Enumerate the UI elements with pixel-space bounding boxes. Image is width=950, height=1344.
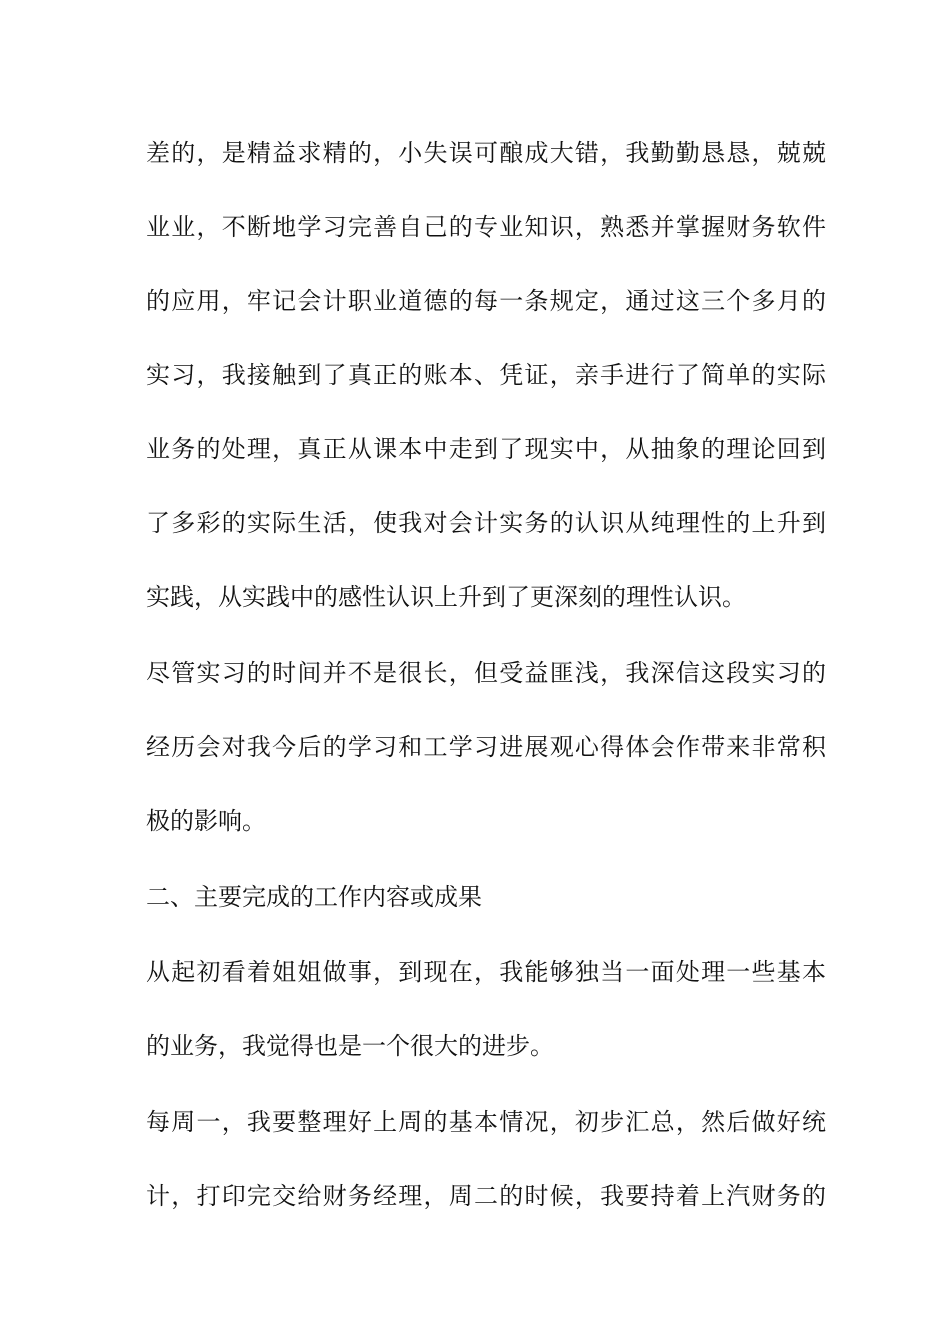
text-line-6: 了多彩的实际生活，使我对会计实务的认识从纯理性的上升到 xyxy=(146,509,826,537)
text-line-8: 尽管实习的时间并不是很长，但受益匪浅，我深信这段实习的 xyxy=(146,659,826,687)
section-heading: 二、主要完成的工作内容或成果 xyxy=(146,883,482,911)
text-line-7: 实践，从实践中的感性认识上升到了更深刻的理性认识。 xyxy=(146,583,746,611)
text-line-4: 实习，我接触到了真正的账本、凭证，亲手进行了简单的实际 xyxy=(146,361,826,389)
text-line-5: 业务的处理，真正从课本中走到了现实中，从抽象的理论回到 xyxy=(146,435,826,463)
text-line-15: 计，打印完交给财务经理，周二的时候，我要持着上汽财务的 xyxy=(146,1182,826,1210)
text-line-10: 极的影响。 xyxy=(146,807,266,835)
text-line-1: 差的，是精益求精的，小失误可酿成大错，我勤勤恳恳，兢兢 xyxy=(146,139,826,167)
text-line-9: 经历会对我今后的学习和工学习进展观心得体会作带来非常积 xyxy=(146,733,826,761)
text-line-12: 从起初看着姐姐做事，到现在，我能够独当一面处理一些基本 xyxy=(146,958,826,986)
text-line-2: 业业，不断地学习完善自己的专业知识，熟悉并掌握财务软件 xyxy=(146,213,826,241)
text-line-13: 的业务，我觉得也是一个很大的进步。 xyxy=(146,1032,554,1060)
text-line-14: 每周一，我要整理好上周的基本情况，初步汇总，然后做好统 xyxy=(146,1108,826,1136)
text-line-3: 的应用，牢记会计职业道德的每一条规定，通过这三个多月的 xyxy=(146,287,826,315)
